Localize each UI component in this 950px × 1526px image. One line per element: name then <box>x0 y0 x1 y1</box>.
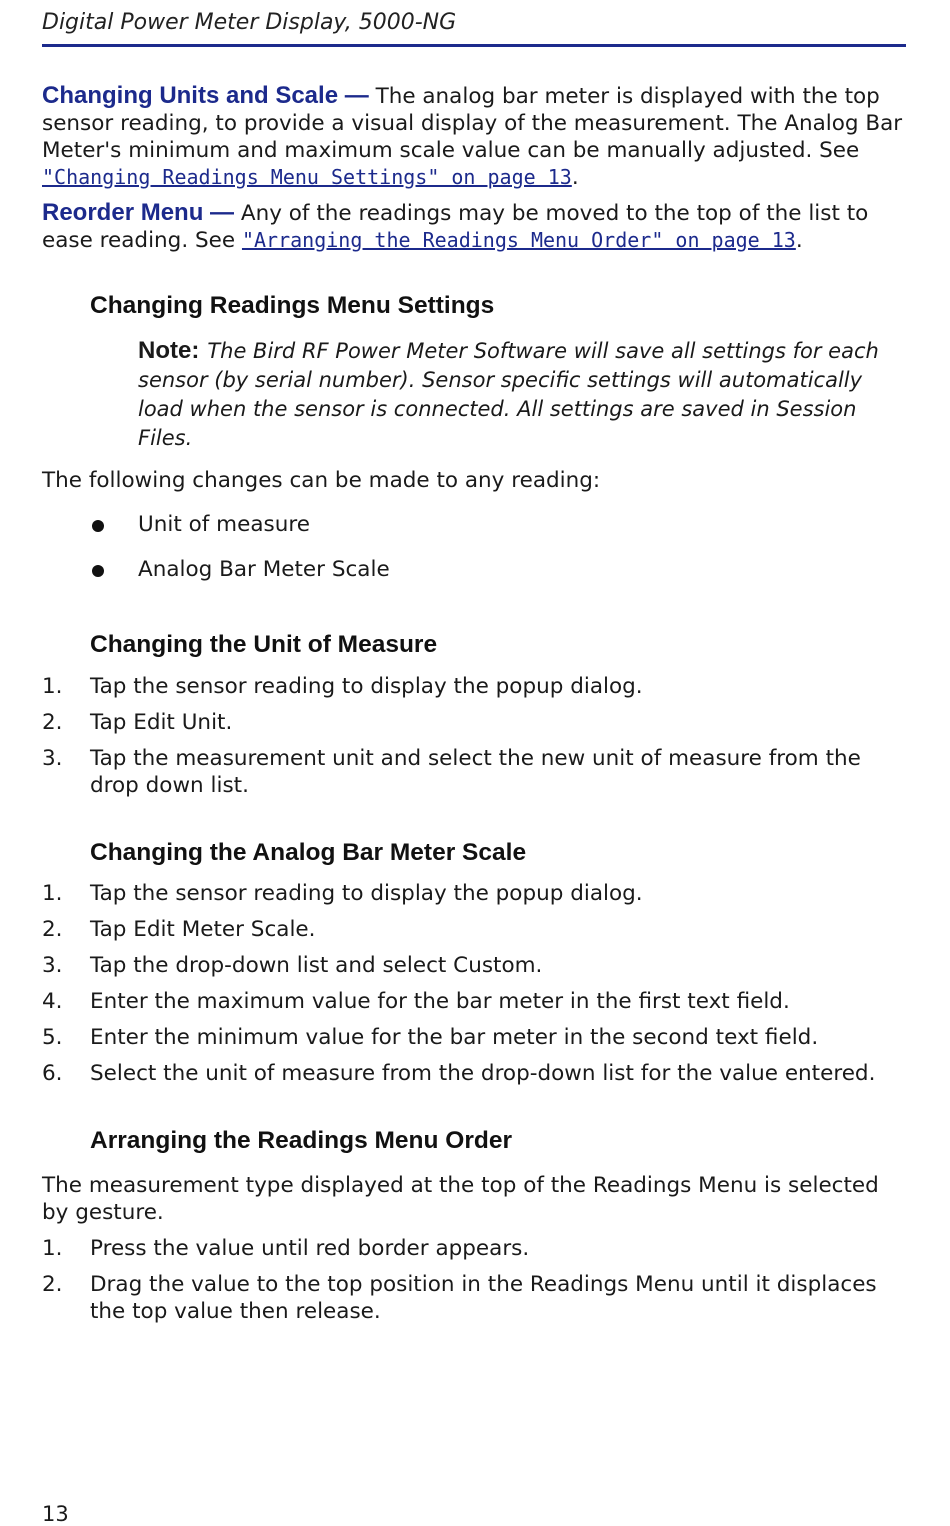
bullet-icon <box>92 565 104 577</box>
step-text: Tap the drop-down list and select Custom. <box>90 953 543 978</box>
units-scale-paragraph <box>42 82 906 191</box>
link-arranging-readings-menu-order[interactable]: "Arranging the Readings Menu Order" on page 13 <box>241 228 796 252</box>
step-text: Tap the sensor reading to display the popup dialog. <box>90 674 643 699</box>
reorder-end: . <box>795 228 803 253</box>
step-text: Drag the value to the top position in the Readings Menu until it displaces the top value then release. <box>90 1272 877 1324</box>
step-text: Tap the sensor reading to display the popup dialog. <box>90 881 643 906</box>
units-scale-lead: Changing Units and Scale — <box>42 82 369 109</box>
step-number: 3. <box>42 953 63 978</box>
note-label: Note: <box>138 337 200 364</box>
heading-menu-order: Arranging the Readings Menu Order <box>90 1127 512 1154</box>
header-title: Digital Power Meter Display, 5000-NG <box>42 10 457 35</box>
bullet-text: Analog Bar Meter Scale <box>138 557 390 582</box>
step-text: Tap Edit Meter Scale. <box>90 917 316 942</box>
changes-intro: The following changes can be made to any reading: <box>42 468 601 493</box>
page-header <box>42 8 906 47</box>
step-number: 4. <box>42 989 63 1014</box>
step-text: Enter the maximum value for the bar meter in the first text field. <box>90 989 790 1014</box>
step-number: 6. <box>42 1061 63 1086</box>
step-number: 1. <box>42 1236 63 1261</box>
step-text: Select the unit of measure from the drop-down list for the value entered. <box>90 1061 876 1086</box>
heading-unit-of-measure: Changing the Unit of Measure <box>90 631 438 658</box>
units-scale-end: . <box>571 165 579 190</box>
page-number: 13 <box>42 1502 69 1526</box>
step-number: 1. <box>42 674 63 699</box>
bullet-icon <box>92 520 104 532</box>
step-text: Tap Edit Unit. <box>90 710 233 735</box>
step-number: 2. <box>42 917 63 942</box>
step-number: 2. <box>42 1272 63 1297</box>
reorder-lead: Reorder Menu — <box>42 199 235 226</box>
link-changing-readings-menu-settings[interactable]: "Changing Readings Menu Settings" on page 13 <box>42 165 572 189</box>
step-text: Enter the minimum value for the bar meter in the second text field. <box>90 1025 819 1050</box>
reorder-paragraph <box>42 199 906 254</box>
list-item <box>42 512 906 542</box>
heading-bar-meter-scale: Changing the Analog Bar Meter Scale <box>90 839 527 866</box>
step-text: Tap the measurement unit and select the new unit of measure from the drop down list. <box>90 746 861 798</box>
menu-order-intro: The measurement type displayed at the top of the Readings Menu is selected by gesture. <box>42 1173 879 1225</box>
list-item <box>42 557 906 587</box>
units-scale-text: The analog bar meter is displayed with the top sensor reading, to provide a visual display of the measurement. The Analog Bar Meter's minimum and maximum scale value can be manually adjusted. See <box>42 84 903 163</box>
step-text: Press the value until red border appears. <box>90 1236 530 1261</box>
step-number: 3. <box>42 746 63 771</box>
step-number: 1. <box>42 881 63 906</box>
bullet-text: Unit of measure <box>138 512 310 537</box>
note-block <box>138 336 908 453</box>
note-text: The Bird RF Power Meter Software will save all settings for each sensor (by serial number). Sensor specific settings will automatically load when the sensor is connected. All settings are saved in Session Files. <box>138 339 879 450</box>
step-number: 5. <box>42 1025 63 1050</box>
heading-readings-menu-settings: Changing Readings Menu Settings <box>90 292 495 319</box>
step-number: 2. <box>42 710 63 735</box>
reorder-text: Any of the readings may be moved to the top of the list to ease reading. See <box>42 201 869 253</box>
